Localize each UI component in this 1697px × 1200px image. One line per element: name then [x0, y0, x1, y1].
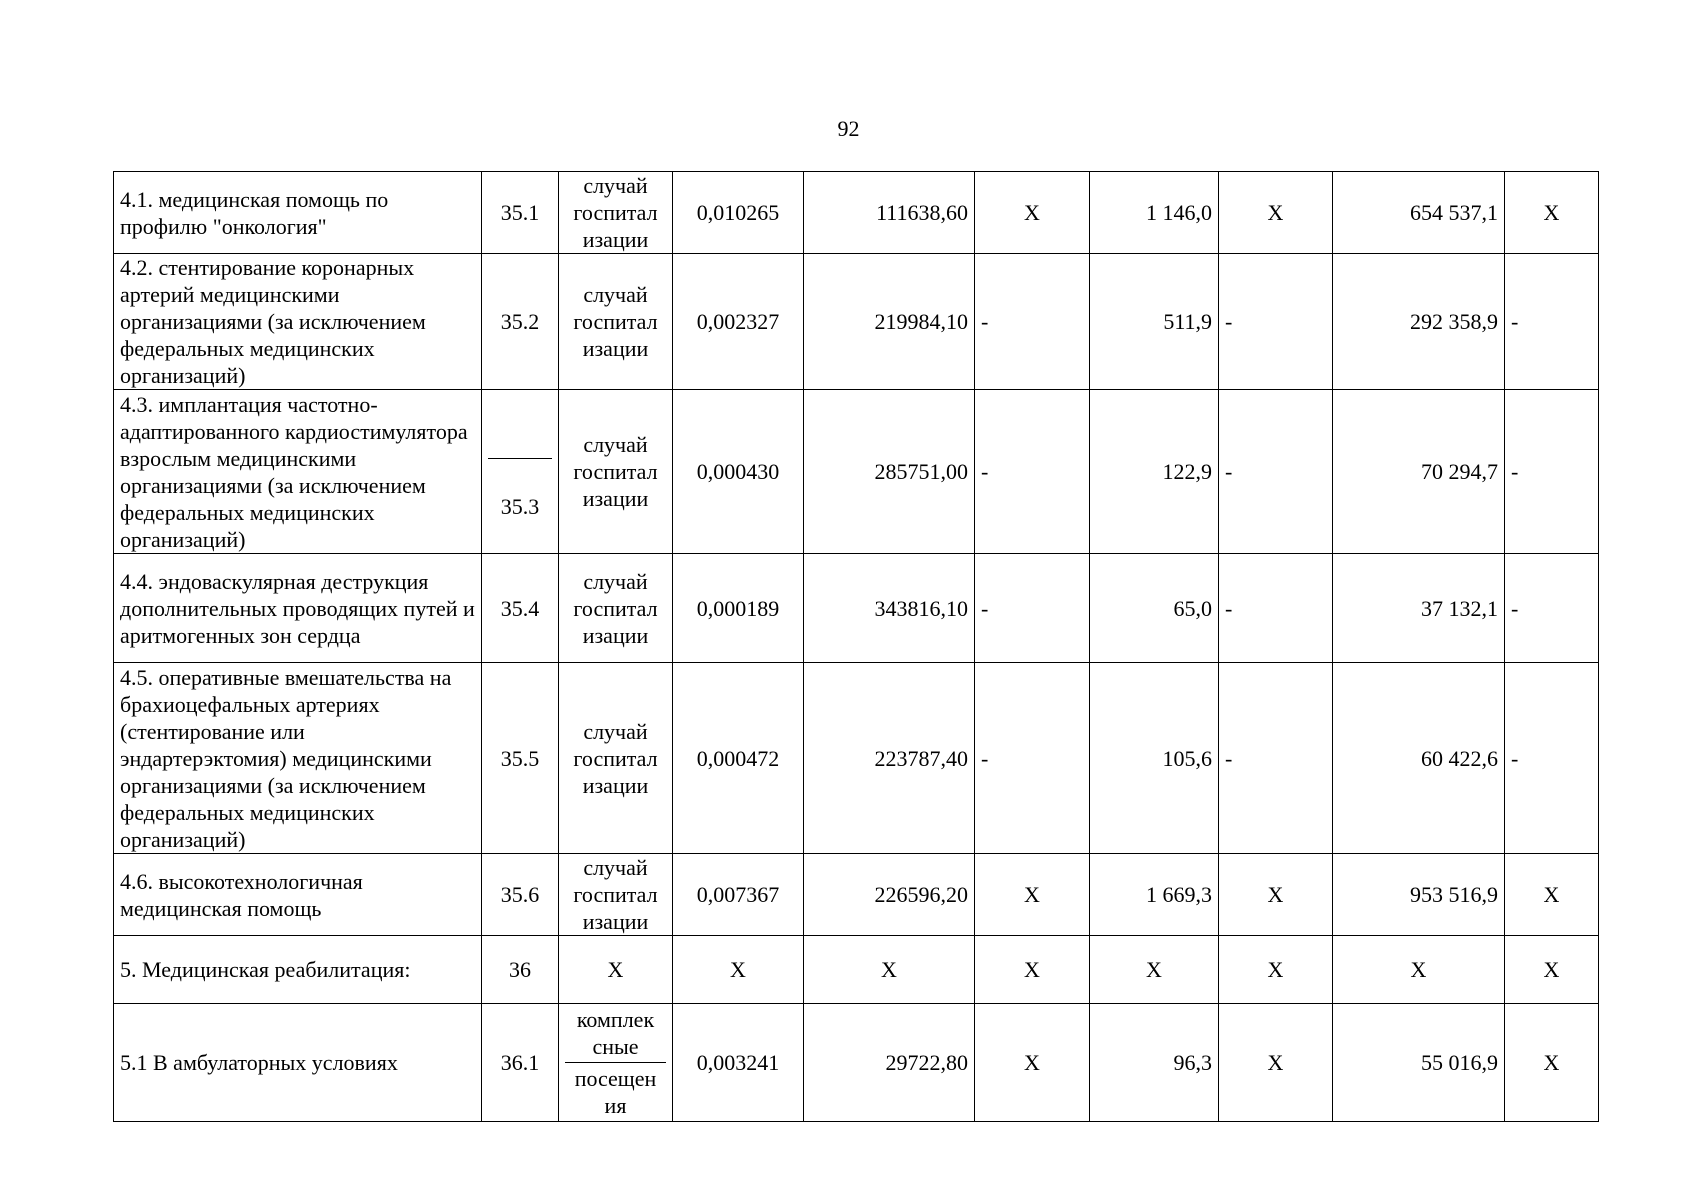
value-cell: 70 294,7: [1333, 390, 1505, 554]
value-cell: Х: [1219, 172, 1333, 254]
value-cell: -: [1219, 254, 1333, 390]
row-number: 35.2: [482, 254, 559, 390]
norm-cell: 0,002327: [673, 254, 804, 390]
value-cell: -: [975, 390, 1090, 554]
value-cell: 292 358,9: [1333, 254, 1505, 390]
table-row: [114, 663, 1599, 854]
row-name: 4.1. медицинская помощь по профилю "онкология": [114, 172, 482, 254]
row-name: 4.3. имплантация частотно-адаптированного кардиостимулятора взрослым медицинскими организациями (за исключением федеральных медицинских организаций): [114, 390, 482, 554]
table-row: [114, 854, 1599, 936]
value-cell: 122,9: [1090, 390, 1219, 554]
row-name: 4.2. стентирование коронарных артерий медицинскими организациями (за исключением федеральных медицинских организаций): [114, 254, 482, 390]
cost-cell: 29722,80: [804, 1004, 975, 1122]
value-cell: -: [1219, 663, 1333, 854]
value-cell: 953 516,9: [1333, 854, 1505, 936]
value-cell: -: [975, 663, 1090, 854]
row-name: 5. Медицинская реабилитация:: [114, 936, 482, 1004]
cost-cell: 219984,10: [804, 254, 975, 390]
row-number: 35.5: [482, 663, 559, 854]
table-row: [114, 254, 1599, 390]
unit-top: комплек сные: [565, 1004, 666, 1063]
norm-cell: 0,003241: [673, 1004, 804, 1122]
norm-cell: 0,000189: [673, 554, 804, 663]
value-cell: -: [975, 554, 1090, 663]
unit-cell: случай госпитал изации: [559, 854, 673, 936]
value-cell: -: [1219, 554, 1333, 663]
value-cell: 105,6: [1090, 663, 1219, 854]
row-name: 4.5. оперативные вмешательства на брахиоцефальных артериях (стентирование или эндартерэктомия) медицинскими организациями (за исключением федеральных медицинских организаций): [114, 663, 482, 854]
value-cell: 55 016,9: [1333, 1004, 1505, 1122]
value-cell: Х: [975, 172, 1090, 254]
unit-cell-split: [559, 1004, 673, 1122]
row-number: 36: [482, 936, 559, 1004]
value-cell: Х: [1505, 172, 1599, 254]
value-cell: 96,3: [1090, 1004, 1219, 1122]
unit-cell: случай госпитал изации: [559, 390, 673, 554]
row-number: 35.4: [482, 554, 559, 663]
value-cell: Х: [975, 1004, 1090, 1122]
value-cell: Х: [975, 854, 1090, 936]
row-name: 5.1 В амбулаторных условиях: [114, 1004, 482, 1122]
row-number: 35.3: [500, 493, 540, 519]
unit-cell: случай госпитал изации: [559, 172, 673, 254]
value-cell: 1 669,3: [1090, 854, 1219, 936]
value-cell: Х: [1505, 1004, 1599, 1122]
value-cell: Х: [1219, 936, 1333, 1004]
value-cell: -: [1505, 663, 1599, 854]
table-row: [114, 172, 1599, 254]
value-cell: -: [1505, 554, 1599, 663]
norm-cell: 0,007367: [673, 854, 804, 936]
value-cell: Х: [1219, 854, 1333, 936]
value-cell: 511,9: [1090, 254, 1219, 390]
value-cell: -: [1219, 390, 1333, 554]
cost-cell: Х: [804, 936, 975, 1004]
row-name: 4.4. эндоваскулярная деструкция дополнительных проводящих путей и аритмогенных зон сердца: [114, 554, 482, 663]
unit-cell: Х: [559, 936, 673, 1004]
value-cell: Х: [1505, 936, 1599, 1004]
table-row: [114, 1004, 1599, 1122]
value-cell: -: [975, 254, 1090, 390]
value-cell: -: [1505, 254, 1599, 390]
value-cell: 60 422,6: [1333, 663, 1505, 854]
row-name: 4.6. высокотехнологичная медицинская помощь: [114, 854, 482, 936]
unit-bottom: посещен ия: [574, 1066, 657, 1118]
unit-cell: случай госпитал изации: [559, 554, 673, 663]
value-cell: Х: [975, 936, 1090, 1004]
norm-cell: 0,010265: [673, 172, 804, 254]
norm-cell: Х: [673, 936, 804, 1004]
row-number: 36.1: [482, 1004, 559, 1122]
value-cell: Х: [1219, 1004, 1333, 1122]
value-cell: 1 146,0: [1090, 172, 1219, 254]
cost-cell: 285751,00: [804, 390, 975, 554]
table-row: [114, 936, 1599, 1004]
row-number: 35.6: [482, 854, 559, 936]
unit-cell: случай госпитал изации: [559, 663, 673, 854]
table-row: [114, 390, 1599, 554]
value-cell: 65,0: [1090, 554, 1219, 663]
unit-cell: случай госпитал изации: [559, 254, 673, 390]
table-row: [114, 554, 1599, 663]
value-cell: Х: [1505, 854, 1599, 936]
row-number: 35.1: [482, 172, 559, 254]
value-cell: Х: [1333, 936, 1505, 1004]
norm-cell: 0,000472: [673, 663, 804, 854]
value-cell: -: [1505, 390, 1599, 554]
cost-cell: 343816,10: [804, 554, 975, 663]
cost-cell: 223787,40: [804, 663, 975, 854]
value-cell: 654 537,1: [1333, 172, 1505, 254]
page-number: 92: [837, 116, 860, 141]
value-cell: 37 132,1: [1333, 554, 1505, 663]
row-number-split: [482, 390, 559, 554]
cost-cell: 226596,20: [804, 854, 975, 936]
cost-cell: 111638,60: [804, 172, 975, 254]
data-table: [113, 171, 1599, 1122]
value-cell: Х: [1090, 936, 1219, 1004]
norm-cell: 0,000430: [673, 390, 804, 554]
